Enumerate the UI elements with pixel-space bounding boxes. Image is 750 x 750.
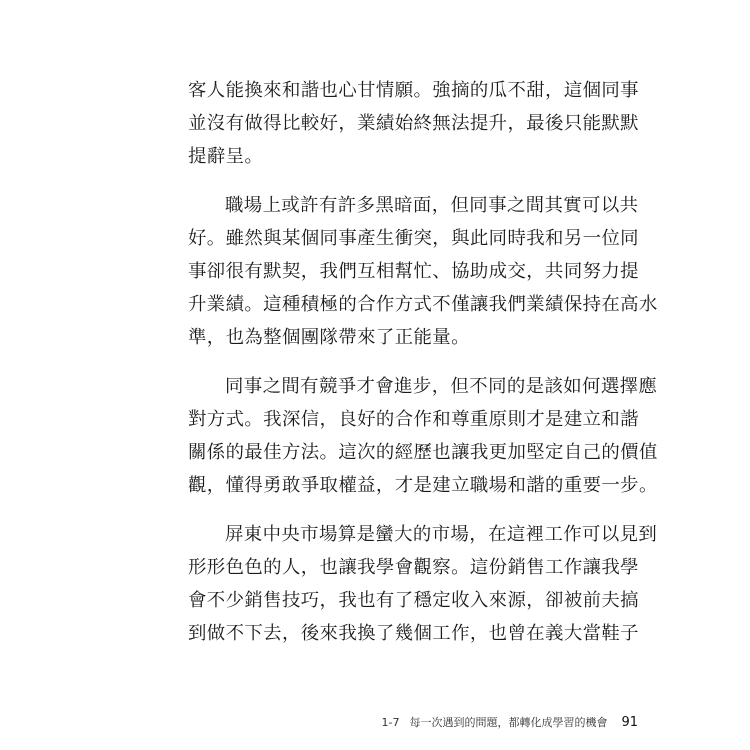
text-line: 到做不下去，後來我換了幾個工作，也曾在義大當鞋子 (188, 623, 639, 644)
paragraph-spacer (188, 354, 588, 370)
page-footer (381, 714, 638, 730)
text-line: 並沒有做得比較好，業績始終無法提升，最後只能默默 (188, 113, 639, 134)
text-line: 事卻很有默契，我們互相幫忙、協助成交，共同努力提 (188, 261, 639, 282)
paragraph-spacer (188, 173, 588, 189)
text-line: 客人能換來和諧也心甘情願。強摘的瓜不甜，這個同事 (188, 80, 639, 101)
paragraph (188, 370, 658, 502)
text-line: 提辭呈。 (188, 146, 264, 167)
text-line: 好。雖然與某個同事產生衝突，與此同時我和另一位同 (188, 228, 639, 249)
text-line: 關係的最佳方法。這次的經歷也讓我更加堅定自己的價值 (188, 442, 658, 463)
paragraph-spacer (188, 502, 588, 518)
text-line: 同事之間有競爭才會進步，但不同的是該如何選擇應 (225, 376, 658, 397)
page-number: 91 (621, 715, 638, 730)
text-line: 職場上或許有許多黑暗面，但同事之間其實可以共 (225, 195, 639, 216)
text-line: 對方式。我深信，良好的合作和尊重原則才是建立和諧 (188, 409, 639, 430)
paragraph (188, 518, 658, 650)
body-text (188, 74, 658, 650)
text-line: 升業績。這種積極的合作方式不僅讓我們業績保持在高水 (188, 294, 658, 315)
text-line: 準，也為整個團隊帶來了正能量。 (188, 327, 470, 348)
chapter-number: 1-7 (381, 716, 400, 729)
running-title: 每一次遇到的問題，都轉化成學習的機會 (409, 716, 608, 729)
text-line: 觀，懂得勇敢爭取權益，才是建立職場和諧的重要一步。 (188, 475, 658, 496)
paragraph (188, 74, 639, 173)
text-line: 形形色色的人，也讓我學會觀察。這份銷售工作讓我學 (188, 557, 639, 578)
paragraph (188, 189, 658, 354)
text-line: 會不少銷售技巧，我也有了穩定收入來源，卻被前夫搞 (188, 590, 639, 611)
text-line: 屏東中央市場算是蠻大的市場，在這裡工作可以見到 (225, 524, 658, 545)
